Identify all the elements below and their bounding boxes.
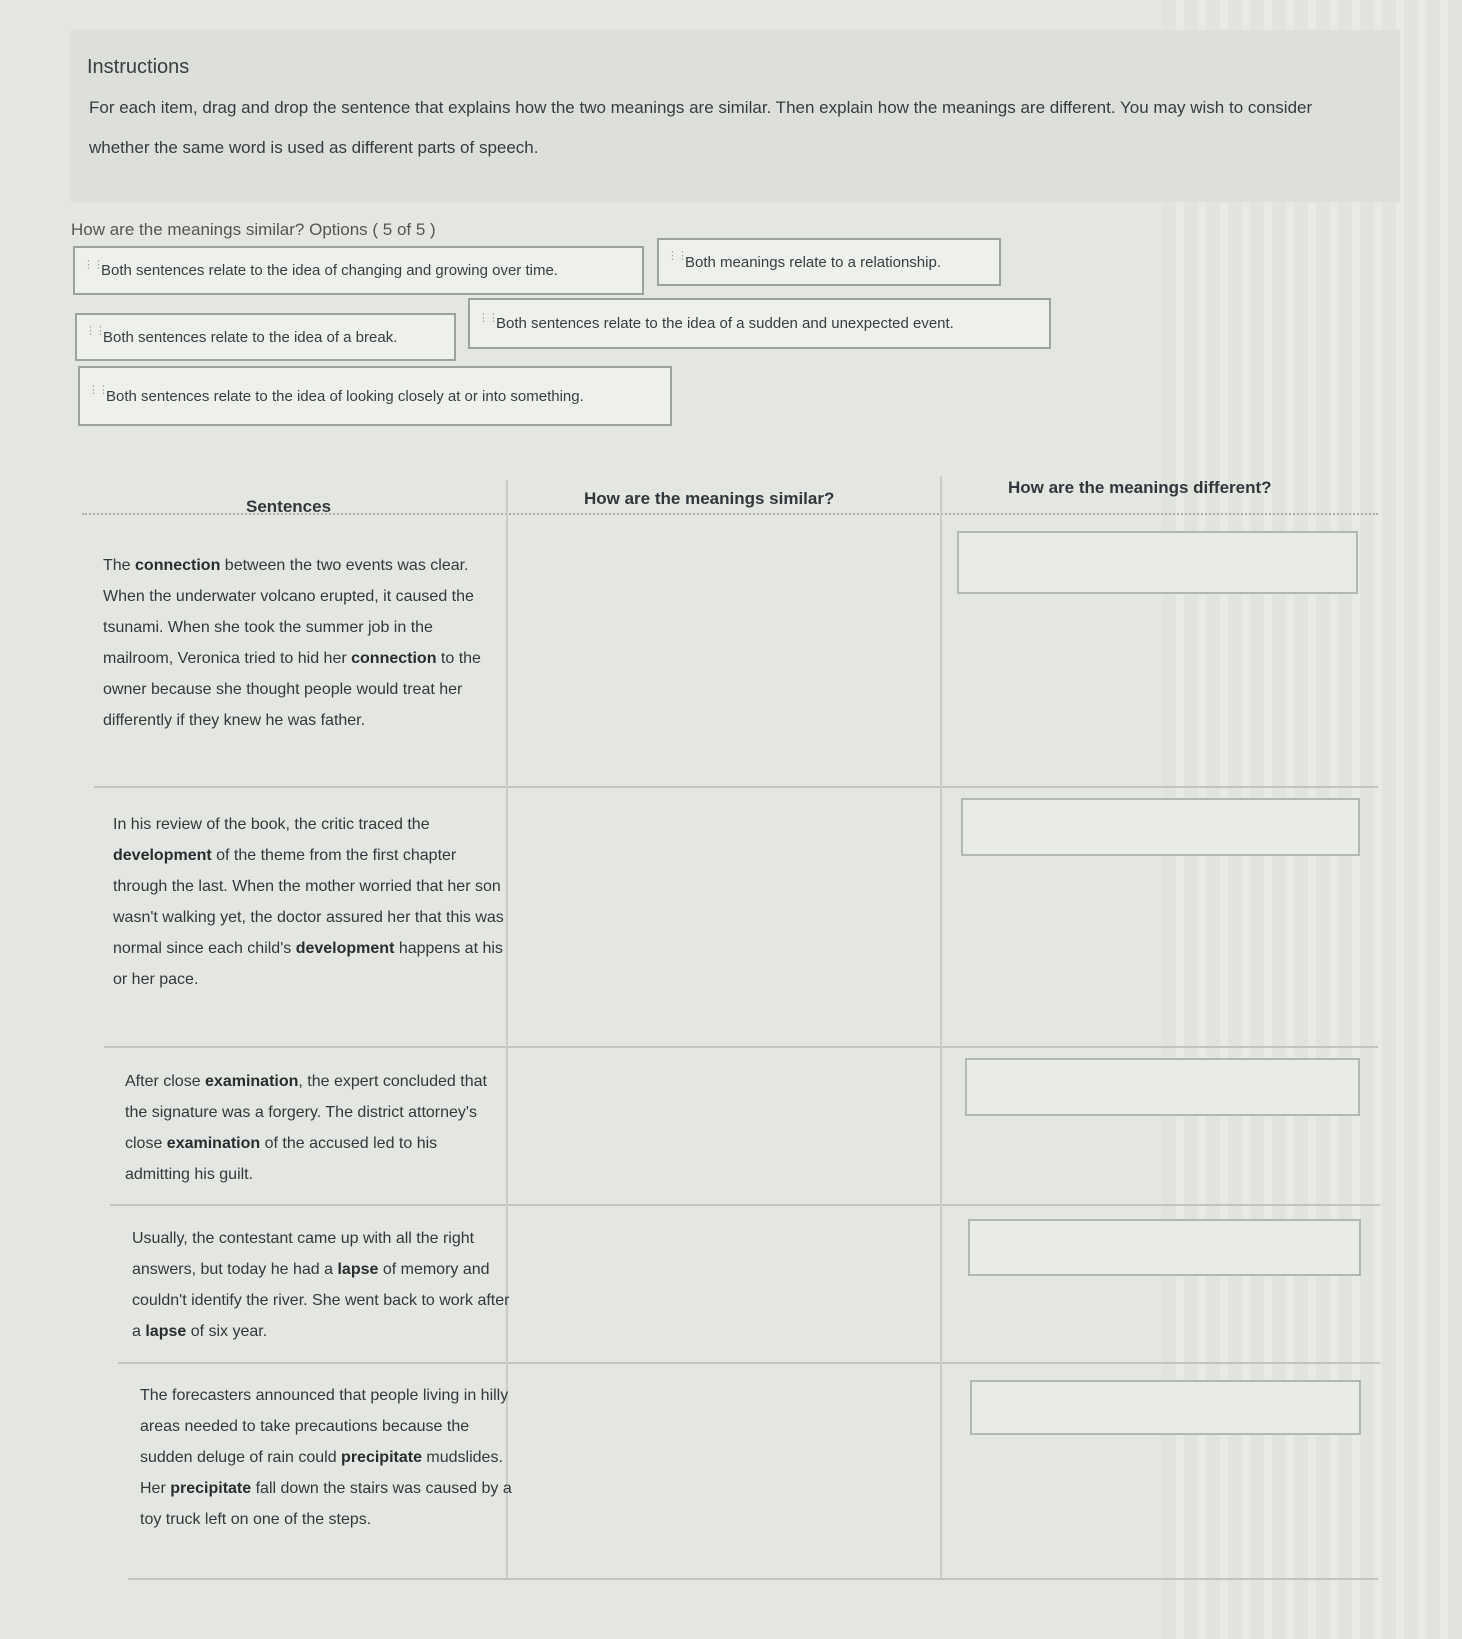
header-similar: How are the meanings similar? [584,489,835,508]
target-word: precipitate [170,1480,252,1497]
drag-handle-icon: ⋮⋮ [83,258,103,271]
sentence-precipitate: The forecasters announced that people living in hilly areas needed to take precautions because the sudden deluge of rain could precipitate mudslides. Her precipitate fall down the stairs was caused by a toy truck left on one of the steps. [140,1387,512,1528]
different-answer-input[interactable] [970,1380,1361,1435]
sentence-examination: After close examination, the expert concluded that the signature was a forgery. The district attorney's close examination of the accused led to his admitting his guilt. [125,1073,487,1183]
row-divider [118,1362,1380,1364]
drag-handle-icon: ⋮⋮ [88,384,108,396]
header-divider [82,513,1378,515]
target-word: examination [166,1135,261,1152]
target-word: lapse [337,1261,379,1278]
option-label: Both sentences relate to the idea of changing and growing over time. [101,262,558,279]
sentence-connection: The connection between the two events was clear. When the underwater volcano erupted, it caused the tsunami. When she took the summer job in the mailroom, Veronica tried to hid her connection to the owner because she thought people would treat her differently if they knew he was father. [103,557,481,729]
different-answer-input[interactable] [957,531,1358,594]
instructions-title: Instructions [87,56,190,78]
column-divider [940,476,942,1578]
different-answer-input[interactable] [961,798,1360,856]
option-break[interactable] [75,313,456,361]
header-sentences: Sentences [246,497,332,516]
target-word: precipitate [341,1449,422,1466]
option-label: Both meanings relate to a relationship. [685,253,941,271]
target-word: lapse [145,1323,187,1340]
drag-handle-icon: ⋮⋮ [478,311,498,324]
option-label: Both sentences relate to the idea of a break. [103,328,398,346]
option-looking-closely[interactable] [78,366,672,426]
header-different: How are the meanings different? [1008,478,1272,497]
target-word: connection [135,557,221,574]
option-changing-growing[interactable] [73,246,644,295]
different-answer-input[interactable] [965,1058,1360,1116]
target-word: examination [205,1073,299,1090]
option-label: Both sentences relate to the idea of a sudden and unexpected event. [496,315,954,332]
option-label: Both sentences relate to the idea of looking closely at or into something. [106,387,584,405]
row-divider [104,1046,1378,1048]
sentence-development: In his review of the book, the critic traced the development of the theme from the first chapter through the last. When the mother worried that her son wasn't walking yet, the doctor assured her that this was normal since each child's development happens at his or her pace. [113,816,504,988]
row-divider [94,786,1378,788]
options-label: How are the meanings similar? Options ( 5 of 5 ) [71,220,436,239]
option-sudden-event[interactable] [468,298,1051,349]
instructions-text: For each item, drag and drop the sentence that explains how the two meanings are similar. Then explain how the meanings are different. You may wish to consider whether the same word is used as different parts of speech. [89,98,1313,157]
target-word: development [113,847,212,864]
drag-handle-icon: ⋮⋮ [85,325,105,337]
option-relationship[interactable] [657,238,1001,286]
different-answer-input[interactable] [968,1219,1361,1276]
target-word: connection [351,650,437,667]
drag-handle-icon: ⋮⋮ [667,250,687,262]
sentence-lapse: Usually, the contestant came up with all the right answers, but today he had a lapse of memory and couldn't identify the river. She went back to work after a lapse of six year. [132,1230,510,1340]
row-divider [110,1204,1380,1206]
target-word: development [295,940,395,957]
row-divider [128,1578,1378,1580]
